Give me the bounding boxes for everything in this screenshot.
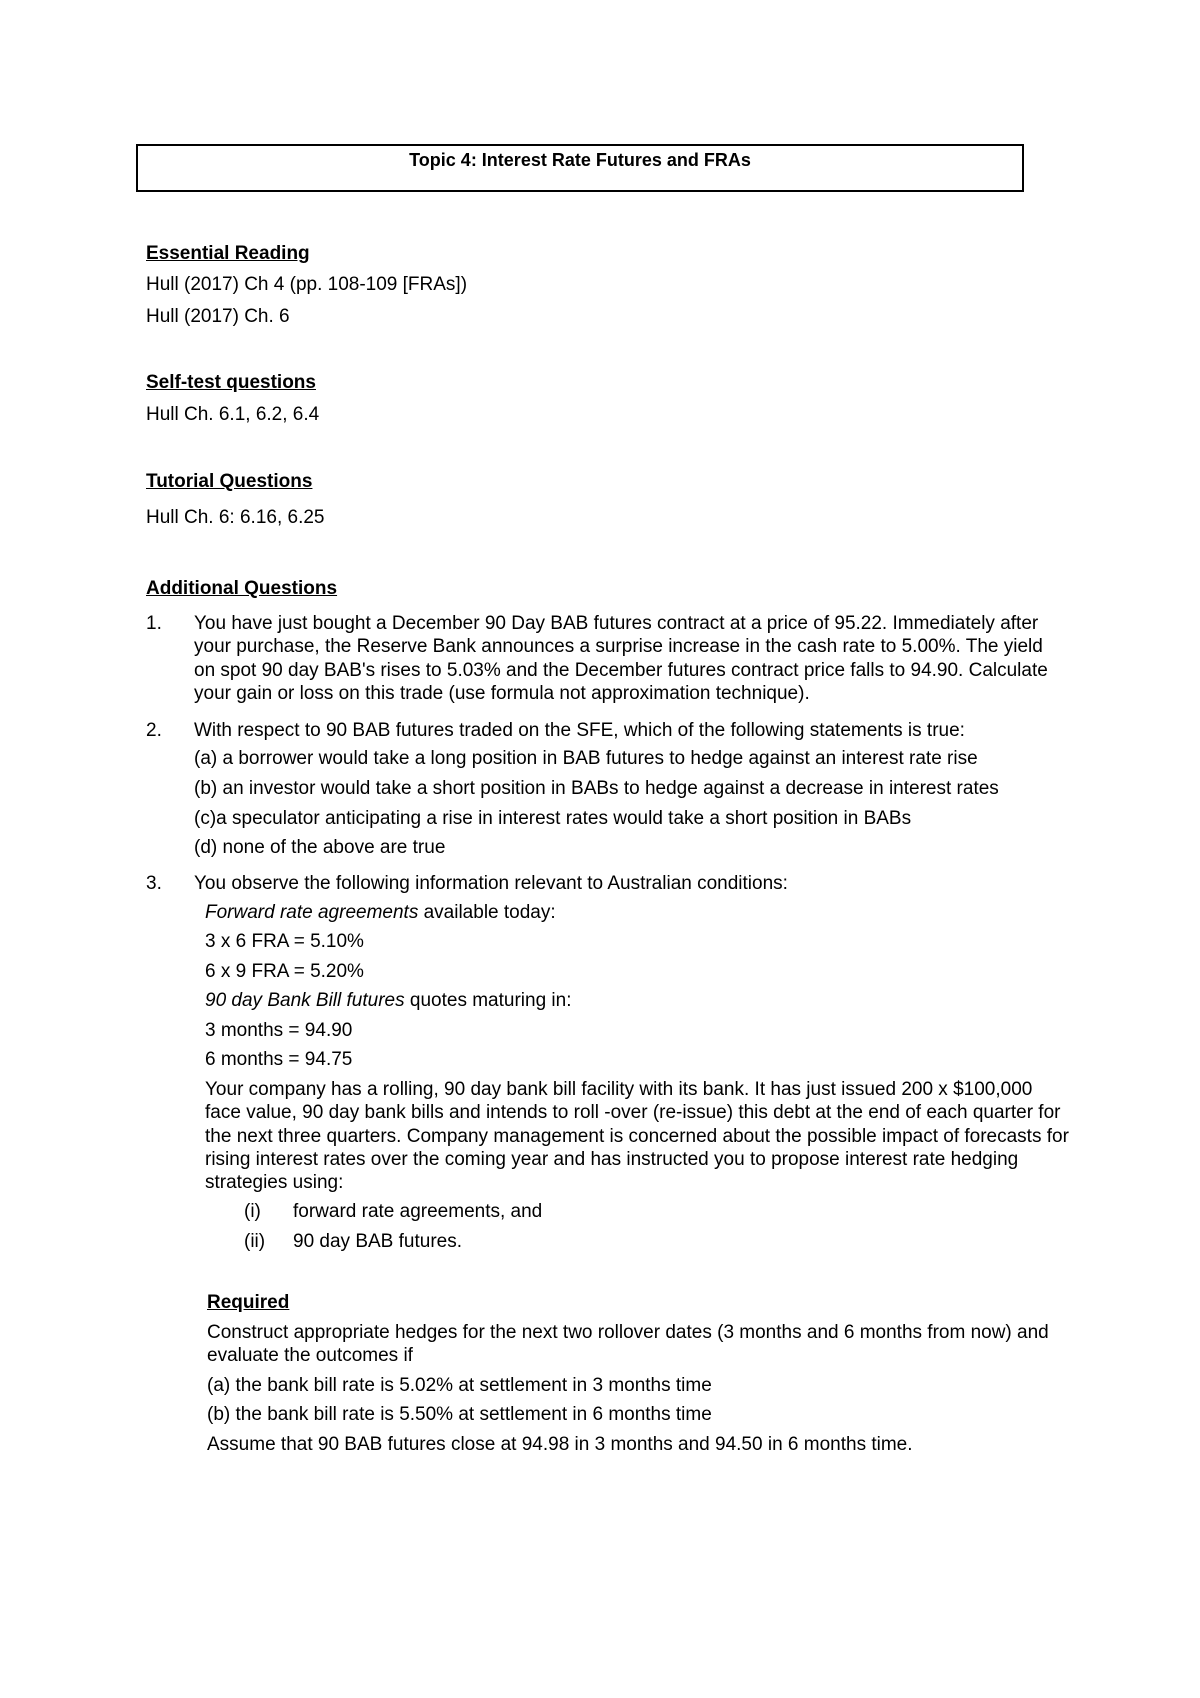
q3-bill-label: [205, 990, 572, 1012]
q3-fra-2: 6 x 9 FRA = 5.20%: [205, 961, 364, 982]
q2-option-d: (d) none of the above are true: [194, 837, 446, 858]
q3-fra-label-rest: available today:: [418, 902, 556, 923]
title-box: [136, 144, 1024, 192]
q2-number: 2.: [146, 720, 162, 741]
q3-bill-label-italic: 90 day Bank Bill futures: [205, 990, 405, 1011]
q3-strategy-1-text: forward rate agreements, and: [293, 1201, 543, 1222]
self-test-line: Hull Ch. 6.1, 6.2, 6.4: [146, 404, 320, 425]
self-test-heading: Self-test questions: [146, 372, 316, 393]
q3-strategy-1-number: (i): [244, 1201, 261, 1222]
q3-bill-label-rest: quotes maturing in:: [404, 990, 572, 1011]
required-item-a: (a) the bank bill rate is 5.02% at settlement in 3 months time: [207, 1375, 712, 1396]
q2-text: With respect to 90 BAB futures traded on the SFE, which of the following statements is true:: [194, 720, 965, 741]
essential-reading-line-1: Hull (2017) Ch 4 (pp. 108-109 [FRAs]): [146, 274, 468, 295]
required-heading: Required: [207, 1292, 290, 1313]
q3-text: You observe the following information relevant to Australian conditions:: [194, 873, 788, 894]
required-text: Construct appropriate hedges for the next two rollover dates (3 months and 6 months from now) and evaluate the outcomes if: [207, 1322, 1049, 1367]
q3-strategy-2-text: 90 day BAB futures.: [293, 1231, 462, 1252]
tutorial-line: Hull Ch. 6: 6.16, 6.25: [146, 507, 325, 528]
q3-fra-1: 3 x 6 FRA = 5.10%: [205, 931, 364, 952]
essential-reading-heading: Essential Reading: [146, 243, 310, 264]
q1-number: 1.: [146, 613, 162, 634]
q2-option-a: (a) a borrower would take a long position in BAB futures to hedge against an interest rate rise: [194, 748, 978, 769]
required-item-b: (b) the bank bill rate is 5.50% at settlement in 6 months time: [207, 1404, 712, 1425]
page-title: Topic 4: Interest Rate Futures and FRAs: [409, 150, 751, 170]
assumption-text: Assume that 90 BAB futures close at 94.98 in 3 months and 94.50 in 6 months time.: [207, 1434, 913, 1455]
additional-heading: Additional Questions: [146, 578, 338, 599]
q3-strategy-2-number: (ii): [244, 1231, 266, 1252]
q3-bill-1: 3 months = 94.90: [205, 1020, 353, 1041]
q3-paragraph: Your company has a rolling, 90 day bank bill facility with its bank. It has just issued 200 x $100,000 face value, 90 day bank bills and intends to roll -over (re-issue) this debt at the end of each quarter for the next three quarters. Company management is concerned about the possible impact of forecasts for rising interest rates over the coming year and has instructed you to propose interest rate hedging strategies using:: [205, 1079, 1069, 1194]
q3-number: 3.: [146, 873, 162, 894]
q2-option-c: (c)a speculator anticipating a rise in interest rates would take a short position in BABs: [194, 808, 912, 829]
q3-fra-label-italic: Forward rate agreements: [205, 902, 419, 923]
q2-option-b: (b) an investor would take a short position in BABs to hedge against a decrease in interest rates: [194, 778, 999, 799]
q3-fra-label: [205, 902, 556, 924]
tutorial-heading: Tutorial Questions: [146, 471, 313, 492]
q3-bill-2: 6 months = 94.75: [205, 1049, 353, 1070]
essential-reading-line-2: Hull (2017) Ch. 6: [146, 306, 290, 327]
q1-text: You have just bought a December 90 Day BAB futures contract at a price of 95.22. Immediately after your purchase, the Reserve Bank announces a surprise increase in the cash rate to 5.00%. The yield on spot 90 day BAB's rises to 5.03% and the December futures contract price falls to 94.90. Calculate your gain or loss on this trade (use formula not approximation technique).: [194, 613, 1048, 704]
